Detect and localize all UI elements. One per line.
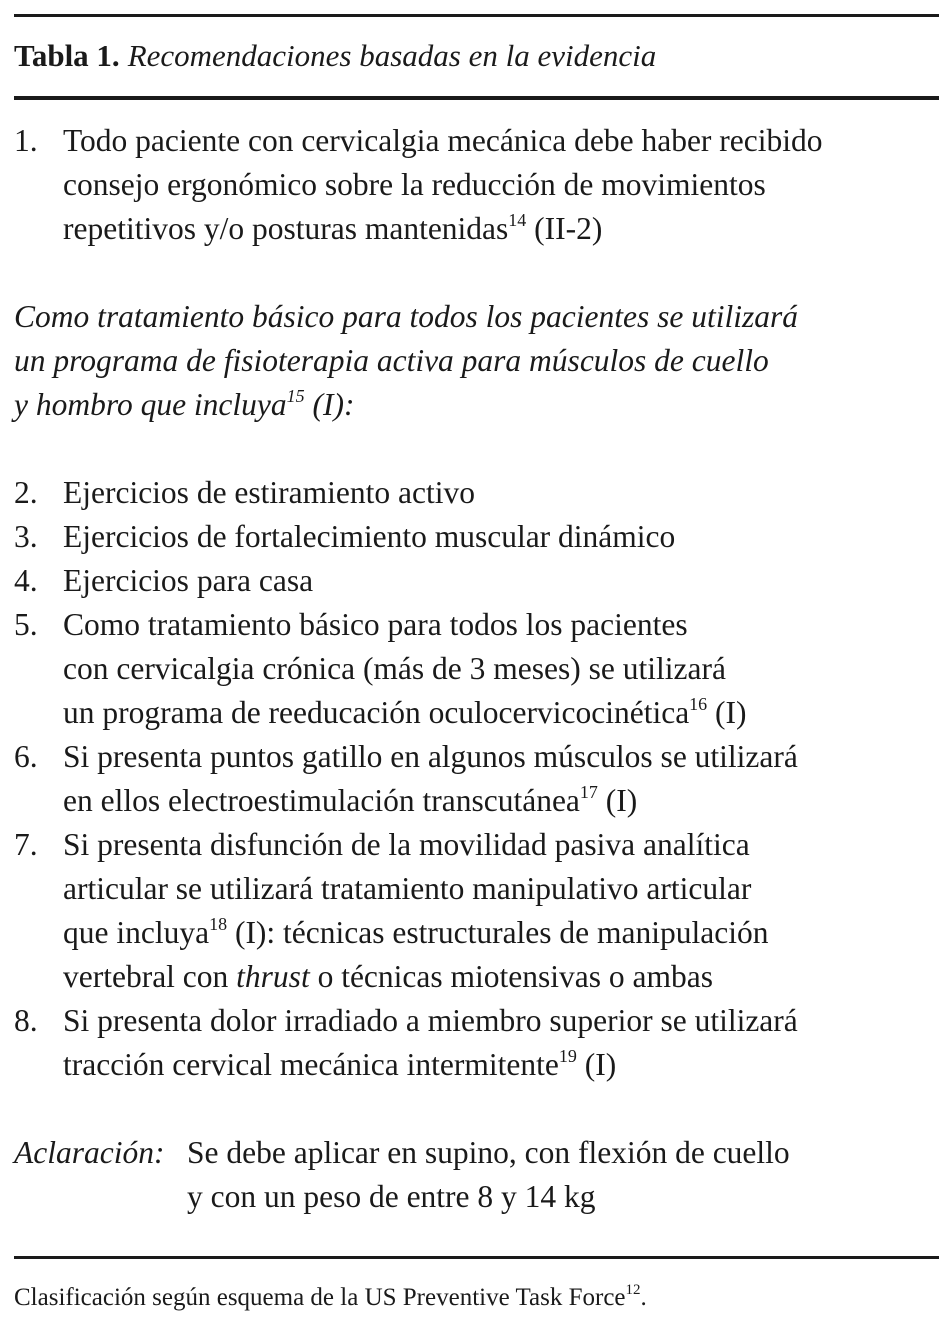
intro-line-2: un programa de fisioterapia activa para músculos de cuello	[14, 343, 769, 378]
ref-19: 19	[558, 1046, 577, 1066]
ref-12: 12	[625, 1282, 641, 1298]
intro-line-3: y hombro que incluya$^{15}$ (I):	[14, 386, 355, 422]
item-3-line-1: Ejercicios de fortalecimiento muscular dinámico	[63, 519, 676, 554]
note-label: Aclaración:	[14, 1135, 165, 1170]
item-6-line-2: en ellos electroestimulación transcutánea$^{17}$ (I)	[63, 782, 638, 818]
item-5-number: 5.	[14, 607, 38, 642]
table-footnote: Clasificación según esquema de la US Preventive Task Force$^{12}$.	[14, 1282, 647, 1311]
item-1-line-1: Todo paciente con cervicalgia mecánica debe haber recibido	[63, 123, 823, 158]
top-rule	[14, 14, 939, 17]
item-5-line-3: un programa de reeducación oculocervicocinética$^{16}$ (I)	[63, 694, 747, 730]
item-7-number: 7.	[14, 827, 38, 862]
item-7-line-2: articular se utilizará tratamiento manipulativo articular	[63, 871, 752, 906]
item-4-line-1: Ejercicios para casa	[63, 563, 314, 598]
item-5-line-1: Como tratamiento básico para todos los pacientes	[63, 607, 688, 642]
item-6-line-1: Si presenta puntos gatillo en algunos músculos se utilizará	[63, 739, 798, 774]
ref-16: 16	[689, 694, 708, 714]
item-1-number: 1.	[14, 123, 38, 158]
item-8-number: 8.	[14, 1003, 38, 1038]
ref-18: 18	[209, 914, 228, 934]
item-6-number: 6.	[14, 739, 38, 774]
item-3-number: 3.	[14, 519, 38, 554]
ref-17: 17	[579, 782, 598, 802]
item-2-number: 2.	[14, 475, 38, 510]
item-1-line-2: consejo ergonómico sobre la reducción de movimientos	[63, 167, 766, 202]
note-line-1: Se debe aplicar en supino, con flexión de cuello	[187, 1135, 790, 1170]
item-7-line-3: que incluya$^{18}$ (I): técnicas estructurales de manipulación	[63, 914, 769, 950]
ref-15: 15	[286, 386, 305, 406]
item-2-line-1: Ejercicios de estiramiento activo	[63, 475, 475, 510]
item-7-line-4: vertebral con thrust o técnicas miotensivas o ambas	[63, 959, 713, 994]
table-label: Tabla 1.	[14, 38, 120, 73]
item-8-line-1: Si presenta dolor irradiado a miembro superior se utilizará	[63, 1003, 798, 1038]
item-4-number: 4.	[14, 563, 38, 598]
thrust-term: thrust	[236, 959, 310, 994]
ref-14: 14	[508, 210, 527, 230]
item-1-line-3: repetitivos y/o posturas mantenidas$^{14}$ (II-2)	[63, 210, 603, 246]
table-title: Recomendaciones basadas en la evidencia	[127, 38, 657, 73]
item-7-line-1: Si presenta disfunción de la movilidad pasiva analítica	[63, 827, 750, 862]
item-5-line-2: con cervicalgia crónica (más de 3 meses) se utilizará	[63, 651, 726, 686]
bottom-rule	[14, 1256, 939, 1259]
table-caption	[14, 38, 656, 74]
intro-line-1: Como tratamiento básico para todos los pacientes se utilizará	[14, 299, 798, 334]
header-rule	[14, 96, 939, 100]
note-line-2: y con un peso de entre 8 y 14 kg	[187, 1179, 596, 1214]
item-8-line-2: tracción cervical mecánica intermitente$^{19}$ (I)	[63, 1046, 617, 1082]
